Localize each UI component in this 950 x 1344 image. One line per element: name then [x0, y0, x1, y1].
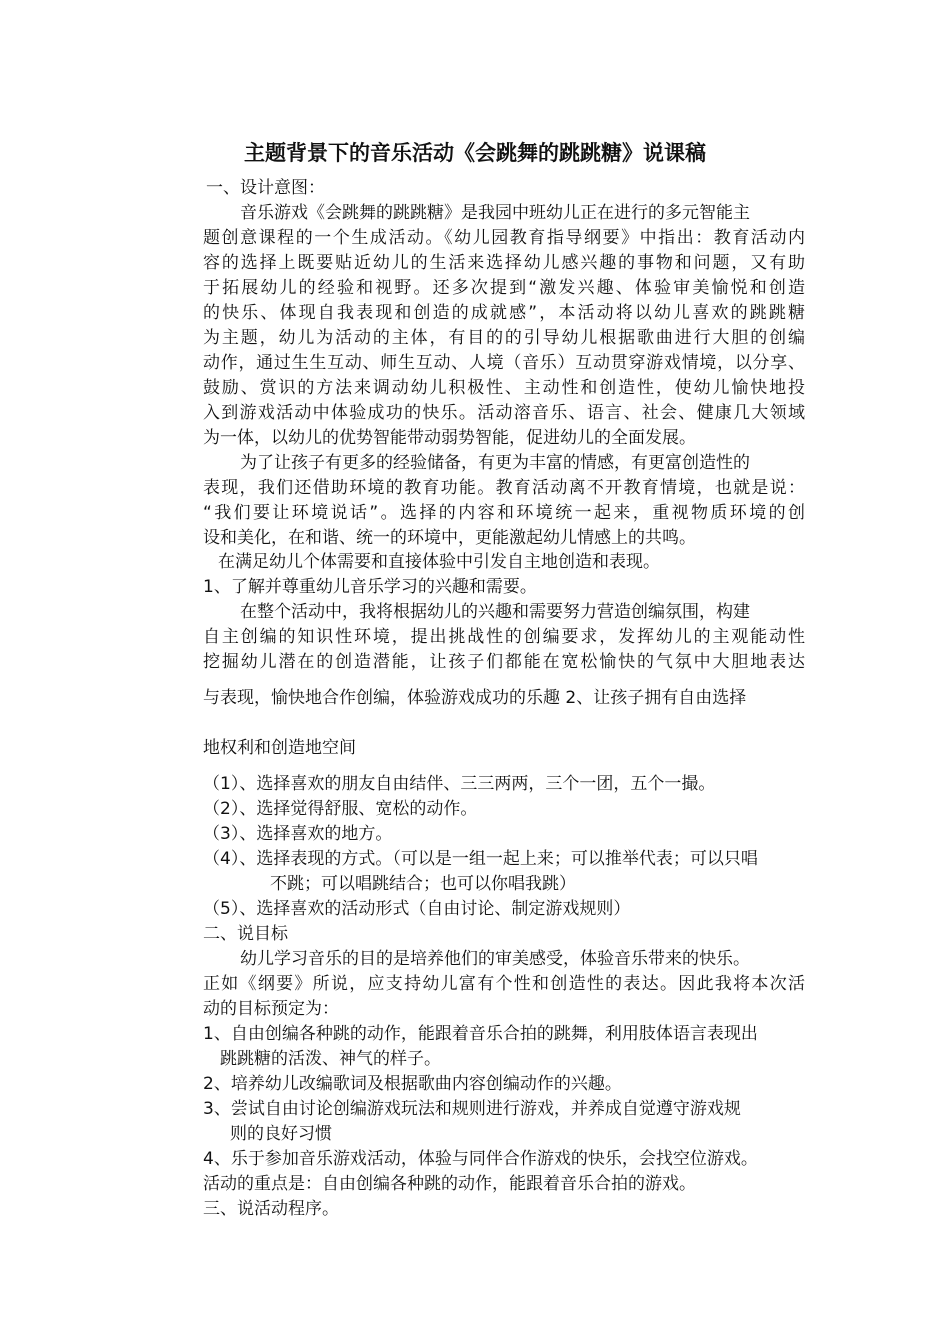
goal-item-continuation: 则的良好习惯 [230, 1124, 332, 1144]
numbered-item: 1、了解并尊重幼儿音乐学习的兴趣和需要。 [203, 577, 537, 597]
section-heading-design-intent: 一、设计意图： [206, 178, 325, 198]
document-title: 主题背景下的音乐活动《会跳舞的跳跳糖》说课稿 [244, 140, 706, 165]
paragraph-line: 题创意课程的一个生成活动。《幼儿园教育指导纲要》中指出：教育活动内 [203, 228, 805, 248]
paragraph-line: 音乐游戏《会跳舞的跳跳糖》是我园中班幼儿正在进行的多元智能主 [240, 203, 750, 223]
key-point-line: 活动的重点是：自由创编各种跳的动作，能跟着音乐合拍的游戏。 [203, 1174, 696, 1194]
paragraph-line: 于拓展幼儿的经验和视野。还多次提到“激发兴趣、体验审美愉悦和创造 [203, 278, 805, 298]
paragraph-line: 在满足幼儿个体需要和直接体验中引发自主地创造和表现。 [218, 552, 660, 572]
sub-item: （3）、选择喜欢的地方。 [203, 824, 393, 844]
section-heading-procedure: 三、说活动程序。 [203, 1199, 339, 1219]
sub-item: （1）、选择喜欢的朋友自由结伴、三三两两，三个一团，五个一撮。 [203, 774, 716, 794]
goal-item: 4、乐于参加音乐游戏活动，体验与同伴合作游戏的快乐，会找空位游戏。 [203, 1149, 758, 1169]
goal-item-continuation: 跳跳糖的活泼、神气的样子。 [220, 1049, 441, 1069]
paragraph-line: 动作，通过生生互动、师生互动、人境（音乐）互动贯穿游戏情境，以分享、 [203, 353, 805, 373]
paragraph-line: 设和美化，在和谐、统一的环境中，更能激起幼儿情感上的共鸣。 [203, 528, 696, 548]
goal-item: 3、尝试自由讨论创编游戏玩法和规则进行游戏，并养成自觉遵守游戏规 [203, 1099, 741, 1119]
goal-item: 2、培养幼儿改编歌词及根据歌曲内容创编动作的兴趣。 [203, 1074, 622, 1094]
paragraph-line: 表现，我们还借助环境的教育功能。教育活动离不开教育情境，也就是说： [203, 478, 805, 498]
paragraph-line: 与表现，愉快地合作创编，体验游戏成功的乐趣 2、让孩子拥有自由选择 [203, 688, 747, 708]
sub-item-continuation: 不跳；可以唱跳结合；也可以你唱我跳） [270, 874, 576, 894]
paragraph-line: 容的选择上既要贴近幼儿的生活来选择幼儿感兴趣的事物和问题，又有助 [203, 253, 805, 273]
paragraph-line: 为一体，以幼儿的优势智能带动弱势智能，促进幼儿的全面发展。 [203, 428, 696, 448]
paragraph-line: 的快乐、体现自我表现和创造的成就感”，本活动将以幼儿喜欢的跳跳糖 [203, 303, 805, 323]
paragraph-line: 鼓励、赏识的方法来调动幼儿积极性、主动性和创造性，使幼儿愉快地投 [203, 378, 805, 398]
paragraph-line: 为主题，幼儿为活动的主体，有目的的引导幼儿根据歌曲进行大胆的创编 [203, 328, 805, 348]
paragraph-line: 地权利和创造地空间 [203, 738, 356, 758]
paragraph-line: 自主创编的知识性环境，提出挑战性的创编要求，发挥幼儿的主观能动性 [203, 627, 805, 647]
section-heading-goals: 二、说目标 [203, 924, 288, 944]
goal-item: 1、自由创编各种跳的动作，能跟着音乐合拍的跳舞，利用肢体语言表现出 [203, 1024, 758, 1044]
paragraph-line: 挖掘幼儿潜在的创造潜能，让孩子们都能在宽松愉快的气氛中大胆地表达 [203, 652, 805, 672]
paragraph-line: 为了让孩子有更多的经验储备，有更为丰富的情感，有更富创造性的 [240, 453, 750, 473]
paragraph-line: 在整个活动中，我将根据幼儿的兴趣和需要努力营造创编氛围，构建 [240, 602, 750, 622]
paragraph-line: 幼儿学习音乐的目的是培养他们的审美感受，体验音乐带来的快乐。 [240, 949, 750, 969]
paragraph-line: 正如《纲要》所说，应支持幼儿富有个性和创造性的表达。因此我将本次活 [203, 974, 805, 994]
sub-item: （4）、选择表现的方式。（可以是一组一起上来；可以推举代表；可以只唱 [203, 849, 758, 869]
paragraph-line: 入到游戏活动中体验成功的快乐。活动溶音乐、语言、社会、健康几大领域 [203, 403, 805, 423]
paragraph-line: “我们要让环境说话”。选择的内容和环境统一起来，重视物质环境的创 [203, 503, 805, 523]
sub-item: （2）、选择觉得舒服、宽松的动作。 [203, 799, 478, 819]
sub-item: （5）、选择喜欢的活动形式（自由讨论、制定游戏规则） [203, 899, 631, 919]
paragraph-line: 动的目标预定为： [203, 999, 339, 1019]
